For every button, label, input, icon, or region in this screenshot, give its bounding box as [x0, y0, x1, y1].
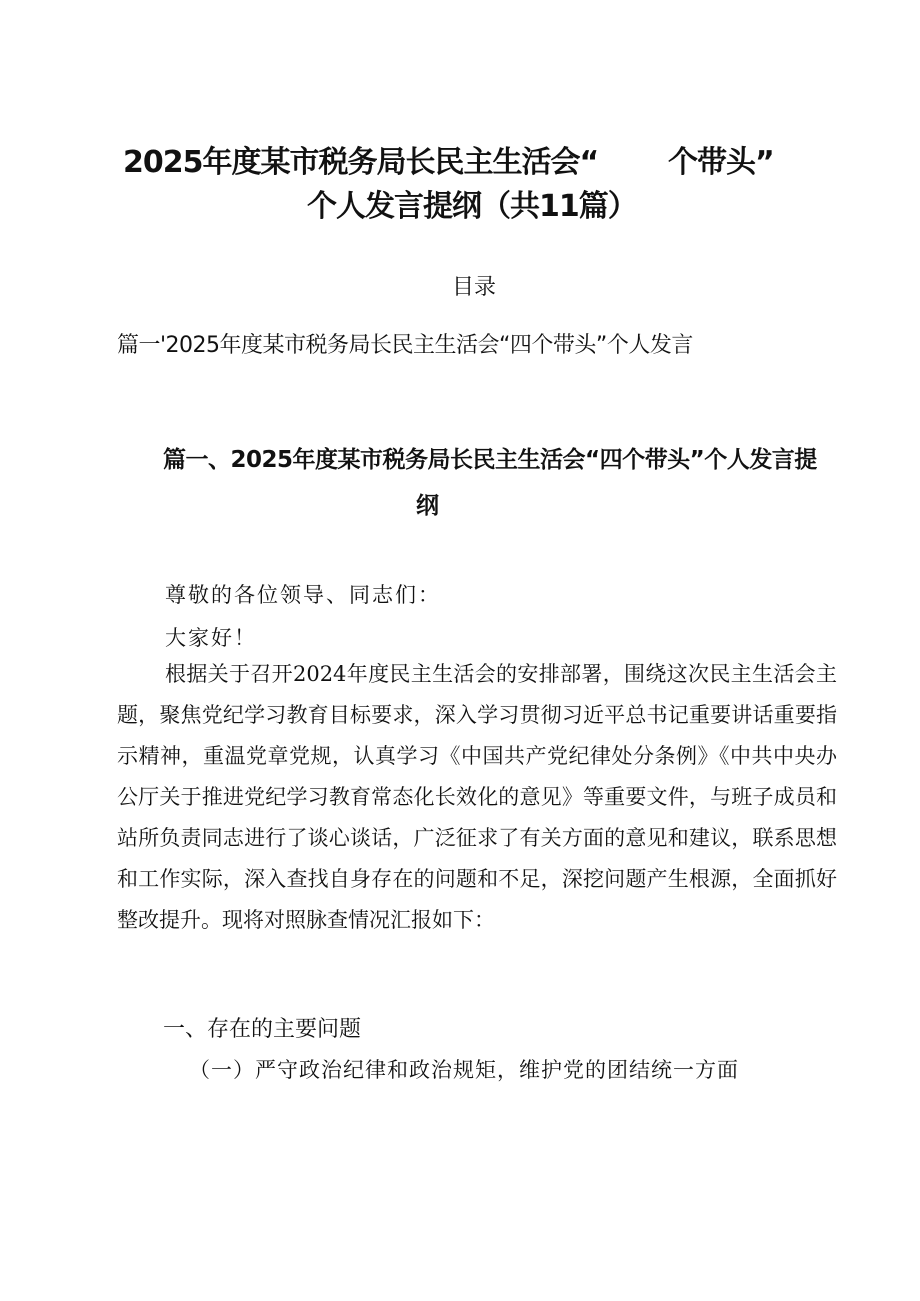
greeting: 尊敬的各位领导、同志们：: [165, 583, 441, 607]
document-title-line1-part1: 2025年度某市税务局长民主生活会“: [123, 145, 599, 180]
subheading-political-discipline: （一）严守政治纪律和政治规矩，维护党的团结统一方面: [189, 1058, 739, 1082]
heading-existing-problems: 一、存在的主要问题: [163, 1017, 362, 1042]
section-title-line2: 纲: [416, 493, 439, 519]
toc-item[interactable]: 篇一'2025年度某市税务局长民主生活会“四个带头”个人发言: [117, 333, 693, 358]
document-title-line1-part2: 个带头”: [668, 145, 774, 180]
toc-heading: 目录: [452, 275, 497, 300]
document-title-line2: 个人发言提纲（共11篇）: [307, 189, 637, 224]
section-title-line1: 篇一、2025年度某市税务局长民主生活会“四个带头”个人发言提: [163, 447, 817, 473]
hello-line: 大家好！: [165, 626, 257, 650]
body-paragraph: 根据关于召开2024年度民主生活会的安排部署，围绕这次民主生活会主题，聚焦党纪学习教育目标要求，深入学习贯彻习近平总书记重要讲话重要指示精神，重温党章党规，认真学习《中国共产党纪律处分条例》《中共中央办公厅关于推进党纪学习教育常态化长效化的意见》等重要文件，与班子成员和站所负责同志进行了谈心谈话，广泛征求了有关方面的意见和建议，联系思想和工作实际，深入查找自身存在的问题和不足，深挖问题产生根源，全面抓好整改提升。现将对照脉查情况汇报如下：: [117, 662, 837, 932]
